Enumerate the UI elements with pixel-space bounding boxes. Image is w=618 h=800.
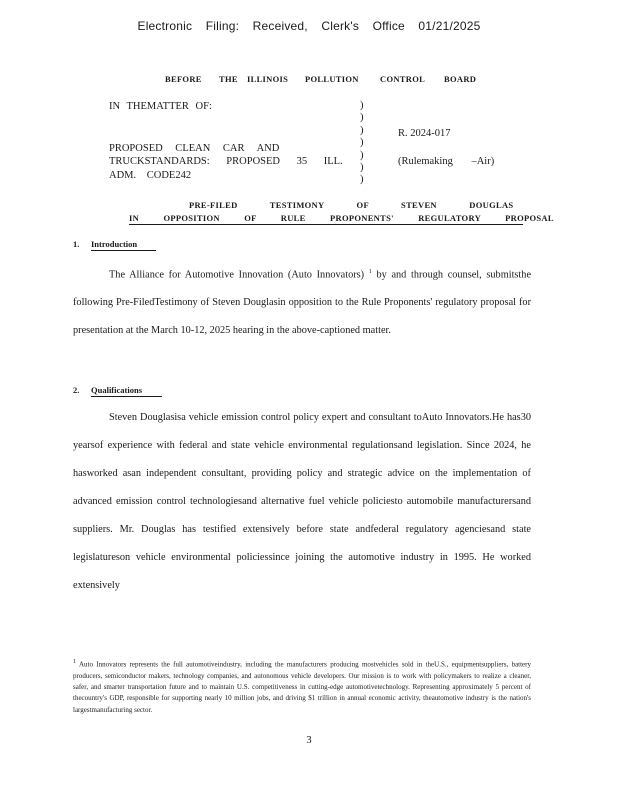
board-word: BOARD <box>444 74 477 84</box>
section-number: 2. <box>73 385 80 395</box>
caption-standards: TRUCKSTANDARDS: PROPOSED 35 ILL. <box>109 156 343 167</box>
qualifications-paragraph: Steven Douglasisa vehicle emission control policy expert and consultant toAuto Innovators.He has30 yearsof experience with federal and state vehicle environmental regulationsand legislation. Since 2024, he hasworked asan independent consultant, providing policy and strategic advice on the implementation of advanced emission control technologiesand alternative fuel vehicle policiesto automobile manufacturersand suppliers. Mr. Douglas has testified extensively before state andfederal regulatory agenciesand state legislatureson vehicle environmental policiessince joining the automotive industry in 1995. He worked extensively <box>73 412 531 591</box>
title-underline <box>129 224 523 225</box>
board-word: BEFORE <box>165 74 202 84</box>
footnote <box>73 657 531 716</box>
board-word: CONTROL <box>380 74 426 84</box>
section-number: 1. <box>73 239 80 249</box>
rulemaking-type: (Rulemaking –Air) <box>398 156 495 167</box>
filing-stamp-header: Electronic Filing: Received, Clerk's Office 01/21/2025 <box>137 19 481 33</box>
intro-text-start: The Alliance for Automotive Innovation (Auto Innovators) <box>109 269 365 281</box>
footnote-reference: 1 <box>368 269 372 275</box>
board-word: POLLUTION <box>305 74 359 84</box>
intro-text-rest: by and through counsel, submitsthe following Pre-FiledTestimony of Steven Douglasin opposition to the Rule Proponents' regulatory proposal for presentation at the March 10-12, 2025 hearing in the above-captioned matter. <box>73 269 532 337</box>
caption-in-the-matter: IN THEMATTER OF: <box>109 101 212 112</box>
testimony-title-line1: PRE-FILED TESTIMONY OF STEVEN DOUGLAS <box>189 200 514 210</box>
testimony-title-line2: IN OPPOSITION OF RULE PROPONENTS' REGULATORY PROPOSAL <box>129 213 554 223</box>
footnote-text: Auto Innovators represents the full automotiveindustry, including the manufacturers producing mostvehicles sold in theU.S., equipmentsuppliers, battery producers, semiconductor makers, technology companies, and autonomous vehicle developers. Our mission is to work with policymakers to realize a cleaner, safer, and smarter transportation future and to maintain U.S. competitiveness in cutting-edge automotivetechnology. Representing approximately 5 percent of thecountry's GDP, responsible for supporting nearly 10 million jobs, and driving $1 trillion in annual economic activity, theautomotive industry is the nation's largestmanufacturing sector. <box>73 660 531 714</box>
caption-adm-code: ADM. CODE242 <box>109 170 192 181</box>
docket-number: R. 2024-017 <box>398 128 451 139</box>
board-word: ILLINOIS <box>247 74 289 84</box>
section-heading-introduction: Introduction <box>91 239 156 251</box>
board-word: THE <box>219 74 238 84</box>
section-heading-qualifications: Qualifications <box>91 385 162 397</box>
caption-parentheses: ) ) ) ) ) ) ) <box>360 100 364 186</box>
page-number: 3 <box>306 735 312 746</box>
footnote-mark: 1 <box>73 659 76 665</box>
introduction-paragraph <box>73 258 531 345</box>
caption-proposed: PROPOSED CLEAN CAR AND <box>109 143 280 154</box>
